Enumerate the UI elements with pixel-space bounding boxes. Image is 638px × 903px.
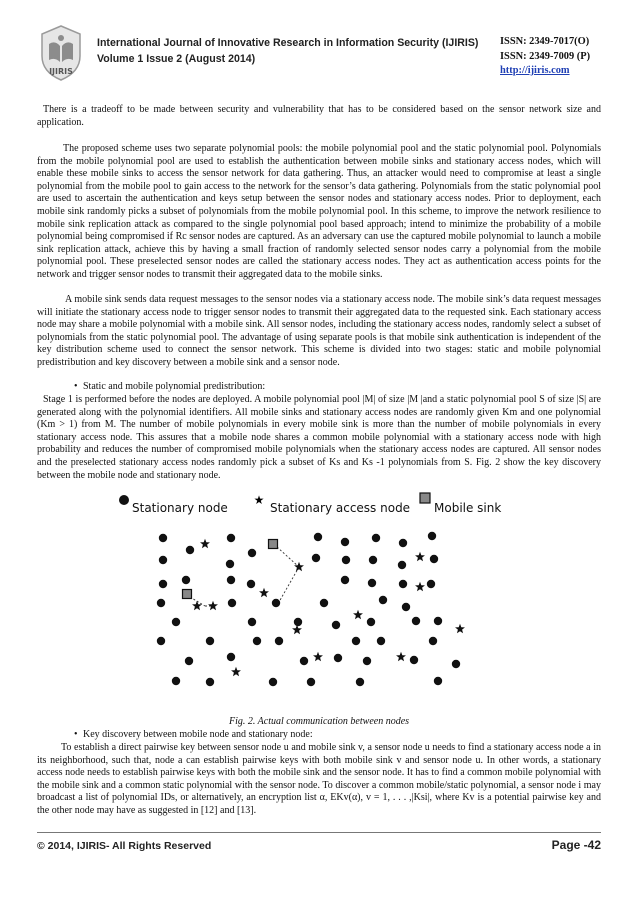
stationary-access-node [208,601,218,610]
stationary-node [206,637,214,645]
journal-logo [36,22,86,82]
stationary-node [182,576,190,584]
stationary-access-node [455,624,465,633]
journal-title: International Journal of Innovative Research in Information Security (IJIRIS) [97,37,479,49]
stationary-access-node [415,582,425,591]
link-line [277,547,299,567]
stationary-node [428,532,436,540]
stationary-node [377,637,385,645]
bullet-key-discovery [37,729,635,742]
stationary-access-node [313,652,323,661]
stationary-access-node [192,601,202,610]
stationary-node [452,660,460,668]
legend-mobile-marker [420,493,430,503]
stationary-node [410,656,418,664]
bullet-key-discovery-text: Key discovery between mobile node and stationary node: [83,729,313,740]
stationary-node [356,678,364,686]
stationary-node [227,653,235,661]
nodes-group [157,532,465,686]
stationary-node [363,657,371,665]
stationary-node [185,657,193,665]
stationary-access-node [200,539,210,548]
paragraph-proposed-scheme: The proposed scheme uses two separate polynomial pools: the mobile polynomial pool and the static polynomial pool. Polynomials from the mobile polynomial pool are used to establish the authentication between mobile sinks and stationary access nodes, which will enable these mobile sinks to access the sensor network for data gathering. Thus, an attacker would need to compromise at least a single polynomial from the mobile pool to gain access to the network for the sensor’s data gathering. Polynomials from the static polynomial pool are used to ascertain the authentication and keys setup between the sensor nodes and stationary access nodes. Prior to deployment, each mobile sink randomly picks a subset of polynomials from the mobile polynomial pool. In this scheme, to improve the network resilience to mobile sink replication attack as compared to the single polynomial pool based approach; intend to minimize the probability of a mobile polynomial being compromised if Rc sensor nodes are captured. As an adversary can use the captured mobile polynomial to launch a mobile sink replication attack, achieve this by having a small fraction of randomly selected sensor nodes carry a polynomial from the mobile polynomial pool. These preselected sensor nodes are called the stationary access nodes. They act as authentication access points for the network and trigger sensor nodes to transmit their aggregated data to the mobile sinks. [37,143,601,280]
issn-online: ISSN: 2349-7017(O) [500,36,590,47]
link-line [279,567,299,602]
stationary-access-node [292,625,302,634]
stationary-node [434,617,442,625]
stationary-node [368,579,376,587]
stationary-node [159,534,167,542]
stationary-node [399,580,407,588]
stationary-node [253,637,261,645]
stationary-node [342,556,350,564]
stationary-node [307,678,315,686]
stationary-access-node [396,652,406,661]
stationary-access-node [231,667,241,676]
bullet-predistribution-text: Static and mobile polynomial predistribution: [83,381,266,392]
paragraph-data-request: A mobile sink sends data request messages to the sensor nodes via a stationary access node. The mobile sink’s data request messages will initiate the stationary access node to trigger sensor nodes to transmit their aggregated data to the requested sink. Each stationary access node may share a mobile polynomial with a mobile sink. All sensor nodes, including the stationary access nodes, randomly select a subset of polynomials from the static polynomial pool. The advantage of using separate pools is that mobile sink authentication is independent of the key distribution scheme used to connect the sensor network. This scheme is divided into two stages: static and mobile polynomial predistribution and key discovery between a mobile sink and a sensor node. [37,294,601,368]
legend-access-label: Stationary access node [270,501,411,515]
journal-volume: Volume 1 Issue 2 (August 2014) [97,53,256,65]
stationary-node [172,618,180,626]
issn-block [500,35,610,79]
stationary-node [172,677,180,685]
stationary-node [314,533,322,541]
stationary-node [427,580,435,588]
stationary-node [402,603,410,611]
legend [119,493,501,515]
stationary-node [334,654,342,662]
legend-mobile-label: Mobile sink [434,501,502,515]
journal-url-link[interactable]: http://ijiris.com [500,65,570,76]
stationary-node [248,618,256,626]
stationary-node [372,534,380,542]
stationary-node [312,554,320,562]
paragraph-stage1: Stage 1 is performed before the nodes are deployed. A mobile polynomial pool |M| of size |M |and a static polynomial pool S of size |S| are generated along with the polynomial identifiers. All mobile sinks and stationary access nodes are randomly given Km and one polynomial (Km > 1) from M. The number of mobile polynomials in every mobile sink is more than the number of mobile polynomials in every stationary access node. This assures that a mobile node shares a common mobile polynomial with a stationary access node with high probability and reduces the number of compromised mobile polynomials when the stationary access nodes are captured. All sensor nodes and the preselected stationary access nodes randomly pick a subset of Ks and Ks -1 polynomials from S. Fig. 2 show the key discovery between the mobile node and stationary node. [37,394,601,481]
stationary-node [412,617,420,625]
stationary-access-node [294,562,304,571]
paragraph-tradeoff: There is a tradeoff to be made between security and vulnerability that has to be considered based on the sensor network size and application. [37,104,601,128]
stationary-access-node [259,588,269,597]
figure-caption: Fig. 2. Actual communication between nodes [228,716,410,727]
stationary-node [320,599,328,607]
footer-divider [37,832,601,833]
network-diagram [110,491,506,705]
stationary-node [434,677,442,685]
network-figure [110,491,506,705]
stationary-access-node [415,552,425,561]
logo-text: IJIRIS [49,67,73,76]
bullet-predistribution [37,381,635,394]
stationary-node [206,678,214,686]
stationary-node [186,546,194,554]
mobile-sink [269,540,278,549]
stationary-node [157,599,165,607]
stationary-node [248,549,256,557]
stationary-node [226,560,234,568]
stationary-node [275,637,283,645]
stationary-node [247,580,255,588]
copyright: © 2014, IJIRIS- All Rights Reserved [37,840,212,852]
stationary-node [352,637,360,645]
stationary-node [369,556,377,564]
stationary-node [159,580,167,588]
paragraph-pairwise-key: To establish a direct pairwise key between sensor node u and mobile sink v, a sensor node u needs to find a stationary access node a in its neighborhood, such that, node a can establish pairwise keys with both mobile sink v and sensor node u. In other words, a stationary access node needs to establish pairwise keys with both the mobile sink and the sensor node. It has to find a common mobile polynomial with the mobile sink and a common static polynomial with the sensor node. To discover a common mobile/static polynomial, a sensor node i may broadcast a list of polynomial IDs, or alternatively, an encryption list α, EKv(α), v = 1, . . . ,|Ksi|, where Kv is a potential pairwise key and the other node may have as suggested in [12] and [13]. [37,742,601,816]
stationary-node [227,576,235,584]
stationary-node [159,556,167,564]
stationary-node [399,539,407,547]
stationary-node [341,576,349,584]
stationary-node [157,637,165,645]
stationary-node [341,538,349,546]
stationary-node [398,561,406,569]
stationary-node [294,618,302,626]
stationary-node [367,618,375,626]
stationary-node [430,555,438,563]
mobile-sink [183,590,192,599]
issn-print: ISSN: 2349-7009 (P) [500,50,591,62]
stationary-node [379,596,387,604]
legend-stationary-label: Stationary node [132,501,228,515]
page-number: Page -42 [551,838,601,852]
stationary-node [429,637,437,645]
stationary-node [272,599,280,607]
journal-header [97,35,497,67]
legend-stationary-marker [119,495,129,505]
stationary-node [227,534,235,542]
stationary-node [269,678,277,686]
stationary-node [300,657,308,665]
legend-access-marker: ★ [253,493,265,507]
stationary-node [332,621,340,629]
bullet-dot: • [74,381,78,392]
bullet-dot: • [74,729,78,740]
links-group [190,547,299,606]
stationary-access-node [353,610,363,619]
stationary-node [228,599,236,607]
